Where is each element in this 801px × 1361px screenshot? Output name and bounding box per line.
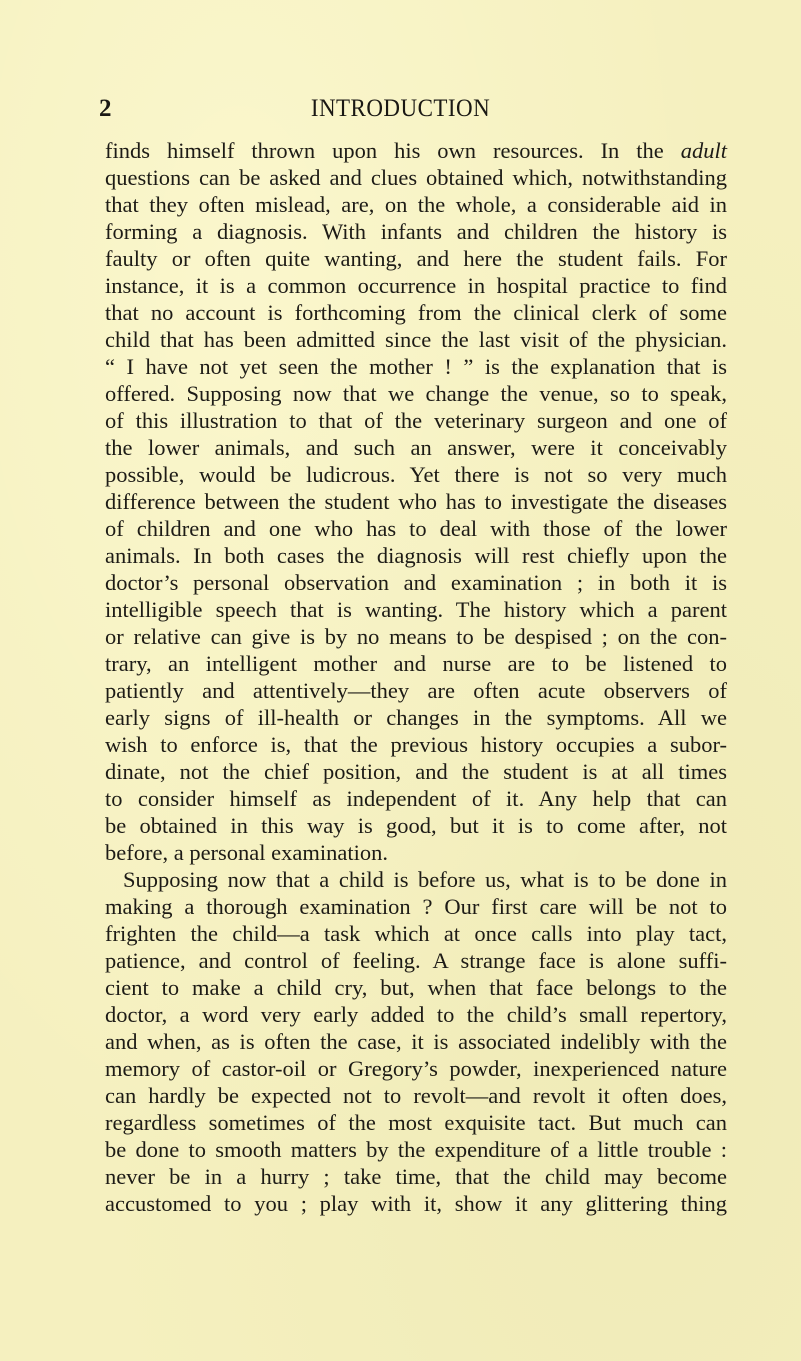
text-line: intelligible speech that is wanting. The history which a parent — [105, 597, 727, 622]
running-title: INTRODUCTION — [310, 95, 491, 122]
text-line: of this illustration to that of the veterinary surgeon and one of — [105, 408, 727, 433]
text-line: difference between the student who has to investigate the diseases — [105, 489, 727, 514]
text-line: early signs of ill-health or changes in the symptoms. All we — [105, 705, 727, 730]
text-line: never be in a hurry ; take time, that the child may become — [105, 1164, 727, 1189]
text-line: “ I have not yet seen the mother ! ” is the explanation that is — [105, 354, 727, 379]
text-line: can hardly be expected not to revolt—and revolt it often does, — [105, 1083, 727, 1108]
text-line: forming a diagnosis. With infants and children the history is — [105, 219, 727, 244]
paragraph — [105, 866, 727, 1217]
text-line: Supposing now that a child is before us, what is to be done in — [123, 867, 727, 892]
text-line: or relative can give is by no means to be despised ; on the con- — [105, 624, 727, 649]
text-line: trary, an intelligent mother and nurse are to be listened to — [105, 651, 727, 676]
text-line: animals. In both cases the diagnosis will rest chiefly upon the — [105, 543, 727, 568]
body-text — [105, 137, 727, 1217]
text-line — [105, 137, 727, 164]
text-line: child that has been admitted since the last visit of the physician. — [105, 327, 727, 352]
paragraph — [105, 137, 727, 866]
text-line: patiently and attentively—they are often acute observers of — [105, 678, 727, 703]
text-line: making a thorough examination ? Our first care will be not to — [105, 894, 727, 919]
page-number: 2 — [99, 95, 112, 122]
text-line: be obtained in this way is good, but it is to come after, not — [105, 813, 727, 838]
text-line: wish to enforce is, that the previous history occupies a subor- — [105, 732, 727, 757]
italic-emphasis: adult — [680, 138, 727, 163]
text-line: that they often mislead, are, on the whole, a considerable aid in — [105, 192, 727, 217]
text-line: possible, would be ludicrous. Yet there is not so very much — [105, 462, 727, 487]
text-line: memory of castor-oil or Gregory’s powder, inexperienced nature — [105, 1056, 727, 1081]
text-line: offered. Supposing now that we change the venue, so to speak, — [105, 381, 727, 406]
running-header — [0, 94, 801, 124]
text-line: be done to smooth matters by the expenditure of a little trouble : — [105, 1137, 727, 1162]
text-line: to consider himself as independent of it. Any help that can — [105, 786, 727, 811]
text-line: the lower animals, and such an answer, were it conceivably — [105, 435, 727, 460]
text-line: regardless sometimes of the most exquisite tact. But much can — [105, 1110, 727, 1135]
text-line: of children and one who has to deal with those of the lower — [105, 516, 727, 541]
text-line: before, a personal examination. — [105, 840, 389, 865]
text-line: that no account is forthcoming from the clinical clerk of some — [105, 300, 727, 325]
text-line: doctor, a word very early added to the child’s small repertory, — [105, 1002, 727, 1027]
text-line: accustomed to you ; play with it, show it any glittering thing — [105, 1191, 727, 1216]
text-line: dinate, not the chief position, and the student is at all times — [105, 759, 727, 784]
text-line: questions can be asked and clues obtained which, notwithstanding — [105, 165, 727, 190]
text-line: patience, and control of feeling. A strange face is alone suffi- — [105, 948, 727, 973]
text-line: and when, as is often the case, it is associated indelibly with the — [105, 1029, 727, 1054]
text-line: doctor’s personal observation and examination ; in both it is — [105, 570, 727, 595]
text-span: finds himself thrown upon his own resources. In the — [105, 138, 681, 163]
text-line: faulty or often quite wanting, and here the student fails. For — [105, 246, 727, 271]
text-line: cient to make a child cry, but, when that face belongs to the — [105, 975, 727, 1000]
text-line: instance, it is a common occurrence in hospital practice to find — [105, 273, 727, 298]
text-line: frighten the child—a task which at once calls into play tact, — [105, 921, 727, 946]
